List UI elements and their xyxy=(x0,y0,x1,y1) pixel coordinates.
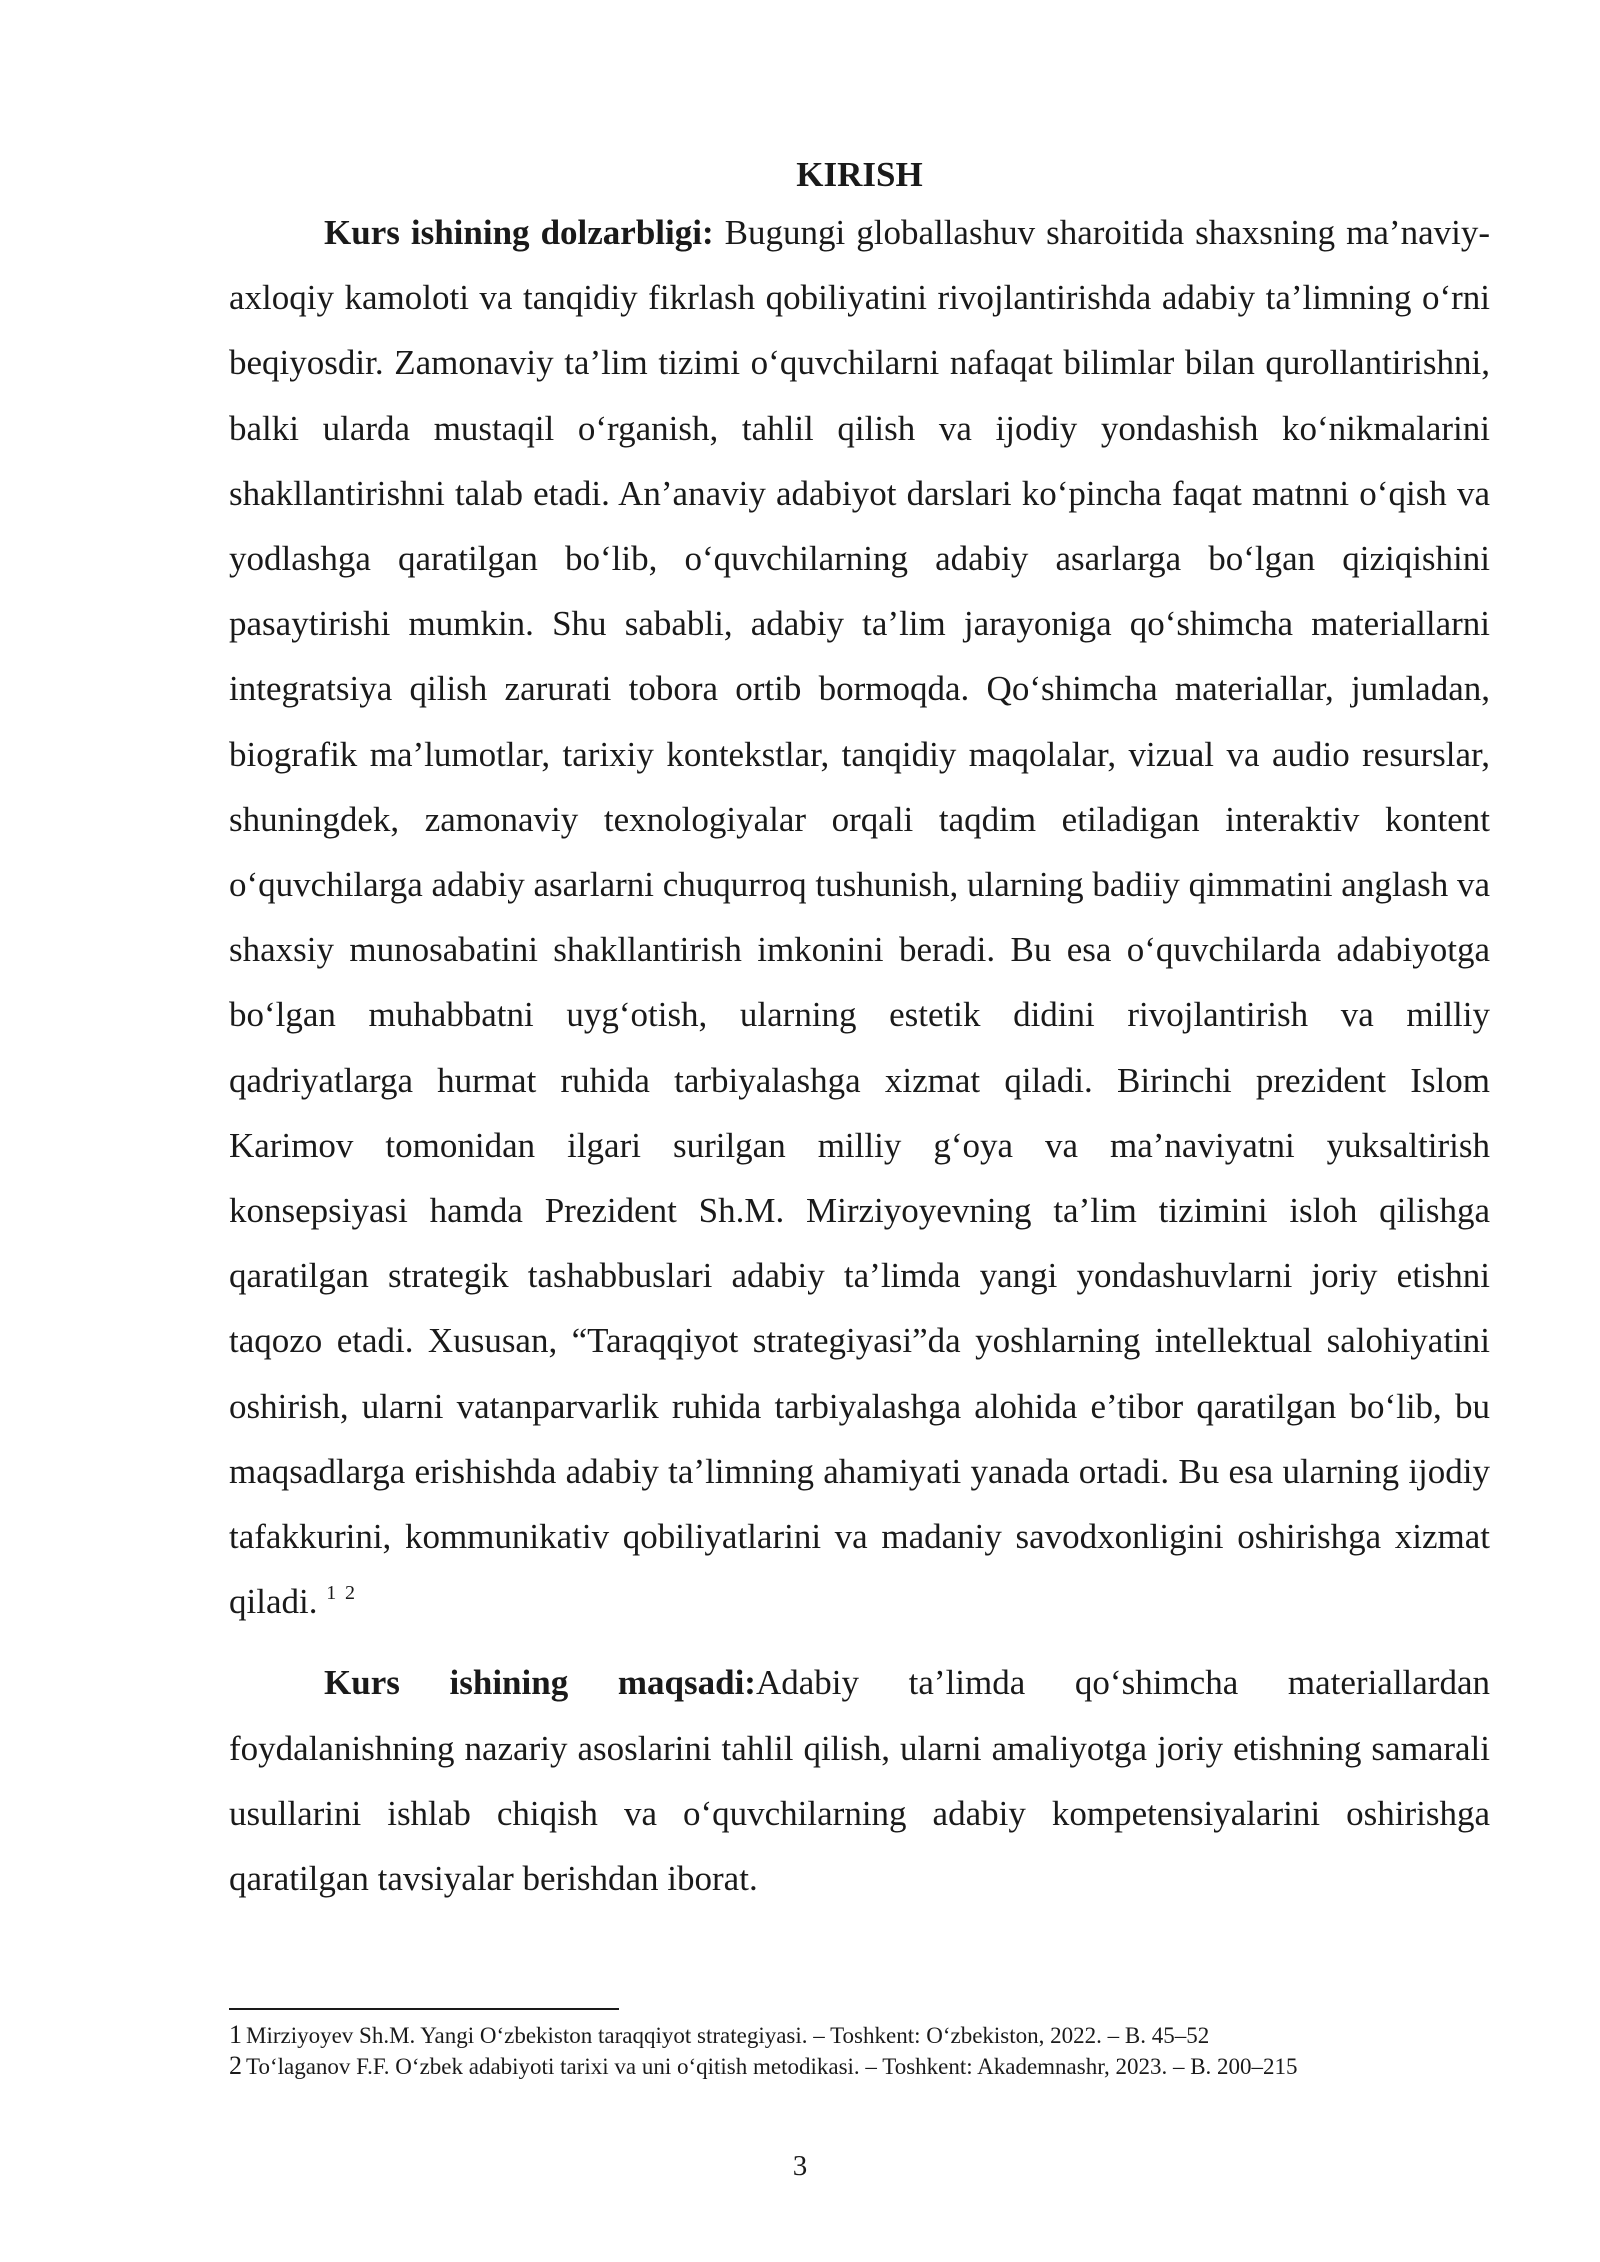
goal-paragraph xyxy=(229,1650,1490,1911)
footnote-ref-1[interactable]: 1 xyxy=(326,1582,337,1605)
goal-text: Adabiy ta’limda qo‘shimcha materiallardan foydalanishning nazariy asoslarini tahlil qilish, ularni amaliyotga joriy etishning samarali usullarini ishlab chiqish va o‘quvchilarning adabiy kompetensiyalarini oshirishga qaratilgan tavsiyalar berishdan iborat. xyxy=(229,1663,1490,1899)
footnotes xyxy=(229,2020,1490,2082)
relevance-label: Kurs ishining dolzarbligi: xyxy=(324,213,714,252)
footnote-1 xyxy=(229,2020,1490,2051)
footnote-text: To‘laganov F.F. O‘zbek adabiyoti tarixi va uni o‘qitish metodikasi. – Toshkent: Akademnashr, 2023. – B. 200–215 xyxy=(246,2054,1298,2079)
footnote-text: Mirziyoyev Sh.M. Yangi O‘zbekiston taraqqiyot strategiyasi. – Toshkent: O‘zbekiston, 2022. – B. 45–52 xyxy=(246,2023,1210,2048)
page-number: 3 xyxy=(792,2150,808,2182)
document-page xyxy=(229,150,1490,1911)
goal-label: Kurs ishining maqsadi: xyxy=(324,1663,756,1703)
footnote-number: 1 xyxy=(229,2020,242,2049)
page-title: KIRISH xyxy=(796,155,923,194)
footnote-ref-2[interactable]: 2 xyxy=(344,1582,355,1605)
footnote-number: 2 xyxy=(229,2051,242,2080)
footnote-2 xyxy=(229,2051,1490,2082)
relevance-paragraph xyxy=(229,200,1490,1634)
footnote-separator xyxy=(229,2008,619,2010)
relevance-text: Bugungi globallashuv sharoitida shaxsning ma’naviy-axloqiy kamoloti va tanqidiy fikrlash qobiliyatini rivojlantirishda adabiy ta’limning o‘rni beqiyosdir. Zamonaviy ta’lim tizimi o‘quvchilarni nafaqat bilimlar bilan qurollantirishni, balki ularda mustaqil o‘rganish, tahlil qilish va ijodiy yondashish ko‘nikmalarini shakllantirishni talab etadi. An’anaviy adabiyot darslari ko‘pincha faqat matnni o‘qish va yodlashga qaratilgan bo‘lib, o‘quvchilarning adabiy asarlarga bo‘lgan qiziqishini pasaytirishi mumkin. Shu sababli, adabiy ta’lim jarayoniga qo‘shimcha materiallarni integratsiya qilish zarurati tobora ortib bormoqda. Qo‘shimcha materiallar, jumladan, biografik ma’lumotlar, tarixiy kontekstlar, tanqidiy maqolalar, vizual va audio resurslar, shuningdek, zamonaviy texnologiyalar orqali taqdim etiladigan interaktiv kontent o‘quvchilarga adabiy asarlarni chuqurroq tushunish, ularning badiiy qimmatini anglash va shaxsiy munosabatini shakllantirish imkonini beradi. Bu esa o‘quvchilarda adabiyotga bo‘lgan muhabbatni uyg‘otish, ularning estetik didini rivojlantirish va milliy qadriyatlarga hurmat ruhida tarbiyalashga xizmat qiladi. Birinchi prezident Islom Karimov tomonidan ilgari surilgan milliy g‘oya va ma’naviyatni yuksaltirish konsepsiyasi hamda Prezident Sh.M. Mirziyoyevning ta’lim tizimini isloh qilishga qaratilgan strategik tashabbuslari adabiy ta’limda yangi yondashuvlarni joriy etishni taqozo etadi. Xususan, “Taraqqiyot strategiyasi”da yoshlarning intellektual salohiyatini oshirish, ularni vatanparvarlik ruhida tarbiyalashga alohida e’tibor qaratilgan bo‘lib, bu maqsadlarga erishishda adabiy ta’limning ahamiyati yanada ortadi. Bu esa ularning ijodiy tafakkurini, kommunikativ qobiliyatlarini va madaniy savodxonligini oshirishga xizmat qiladi. xyxy=(229,213,1490,1622)
